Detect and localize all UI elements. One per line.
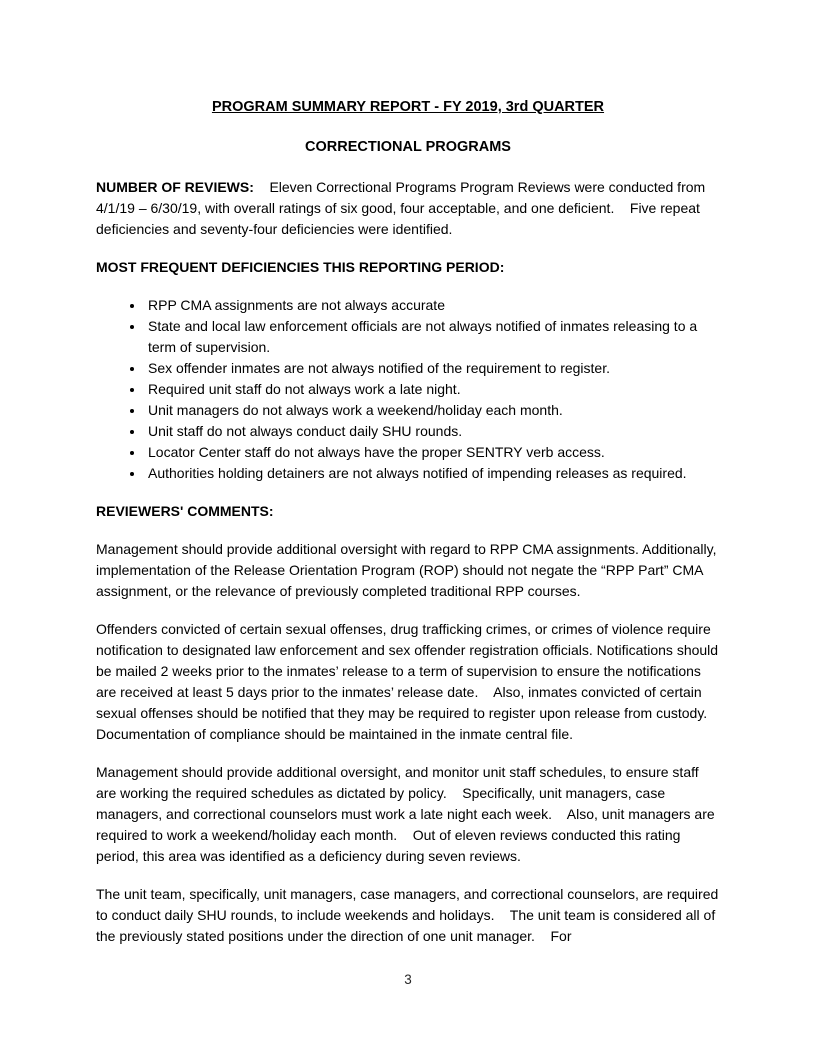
page-number: 3	[404, 972, 412, 987]
deficiencies-heading: MOST FREQUENT DEFICIENCIES THIS REPORTING PERIOD:	[96, 259, 505, 275]
list-item: • Authorities holding detainers are not always notified of impending releases as required.	[145, 463, 720, 484]
comment-paragraph: Management should provide additional oversight, and monitor unit staff schedules, to ensure staff are working the required schedules as dictated by policy. Specifically, unit managers, case managers, and correctional counselors must work a late night each week. Also, unit managers are required to work a weekend/holiday each month. Out of eleven reviews conducted this rating period, this area was identified as a deficiency during seven reviews.	[96, 764, 719, 864]
number-of-reviews-text: Eleven Correctional Programs Program Reviews were conducted from 4/1/19 – 6/30/19, with overall ratings of six good, four acceptable, and one deficient. Five repeat deficiencies and seventy-four deficiencies were identified.	[96, 179, 710, 237]
comment-paragraph: Offenders convicted of certain sexual offenses, drug trafficking crimes, or crimes of violence require notification to designated law enforcement and sex offender registration officials. Notifications should be mailed 2 weeks prior to the inmates’ release to a term of supervision to ensure the notifications are received at least 5 days prior to the inmates’ release date. Also, inmates convicted of certain sexual offenses should be notified that they may be required to register upon release from custody. Documentation of compliance should be maintained in the inmate central file.	[96, 621, 723, 742]
list-item: • Required unit staff do not always work a late night.	[145, 379, 720, 400]
list-item: • Locator Center staff do not always have the proper SENTRY verb access.	[145, 442, 720, 463]
comment-paragraph: The unit team, specifically, unit managers, case managers, and correctional counselors, are required to conduct daily SHU rounds, to include weekends and holidays. The unit team is considered all of the previously stated positions under the direction of one unit manager. For	[96, 886, 723, 944]
comment-paragraph: Management should provide additional oversight with regard to RPP CMA assignments. Additionally, implementation of the Release Orientation Program (ROP) should not negate the “RPP Part” CMA assignment, or the relevance of previously completed traditional RPP courses.	[96, 541, 721, 599]
number-of-reviews-paragraph	[96, 177, 720, 240]
deficiencies-list	[96, 295, 720, 484]
report-subtitle: CORRECTIONAL PROGRAMS	[305, 139, 511, 155]
list-item: • Sex offender inmates are not always notified of the requirement to register.	[145, 358, 720, 379]
list-item: • Unit staff do not always conduct daily SHU rounds.	[145, 421, 720, 442]
number-of-reviews-label: NUMBER OF REVIEWS:	[96, 179, 254, 195]
report-title: PROGRAM SUMMARY REPORT - FY 2019, 3rd QUARTER	[211, 99, 605, 115]
list-item: • Unit managers do not always work a weekend/holiday each month.	[145, 400, 720, 421]
list-item: • State and local law enforcement officials are not always notified of inmates releasing to a term of supervision.	[145, 316, 720, 358]
reviewers-comments-heading: REVIEWERS' COMMENTS:	[96, 503, 274, 519]
list-item: • RPP CMA assignments are not always accurate	[145, 295, 720, 316]
